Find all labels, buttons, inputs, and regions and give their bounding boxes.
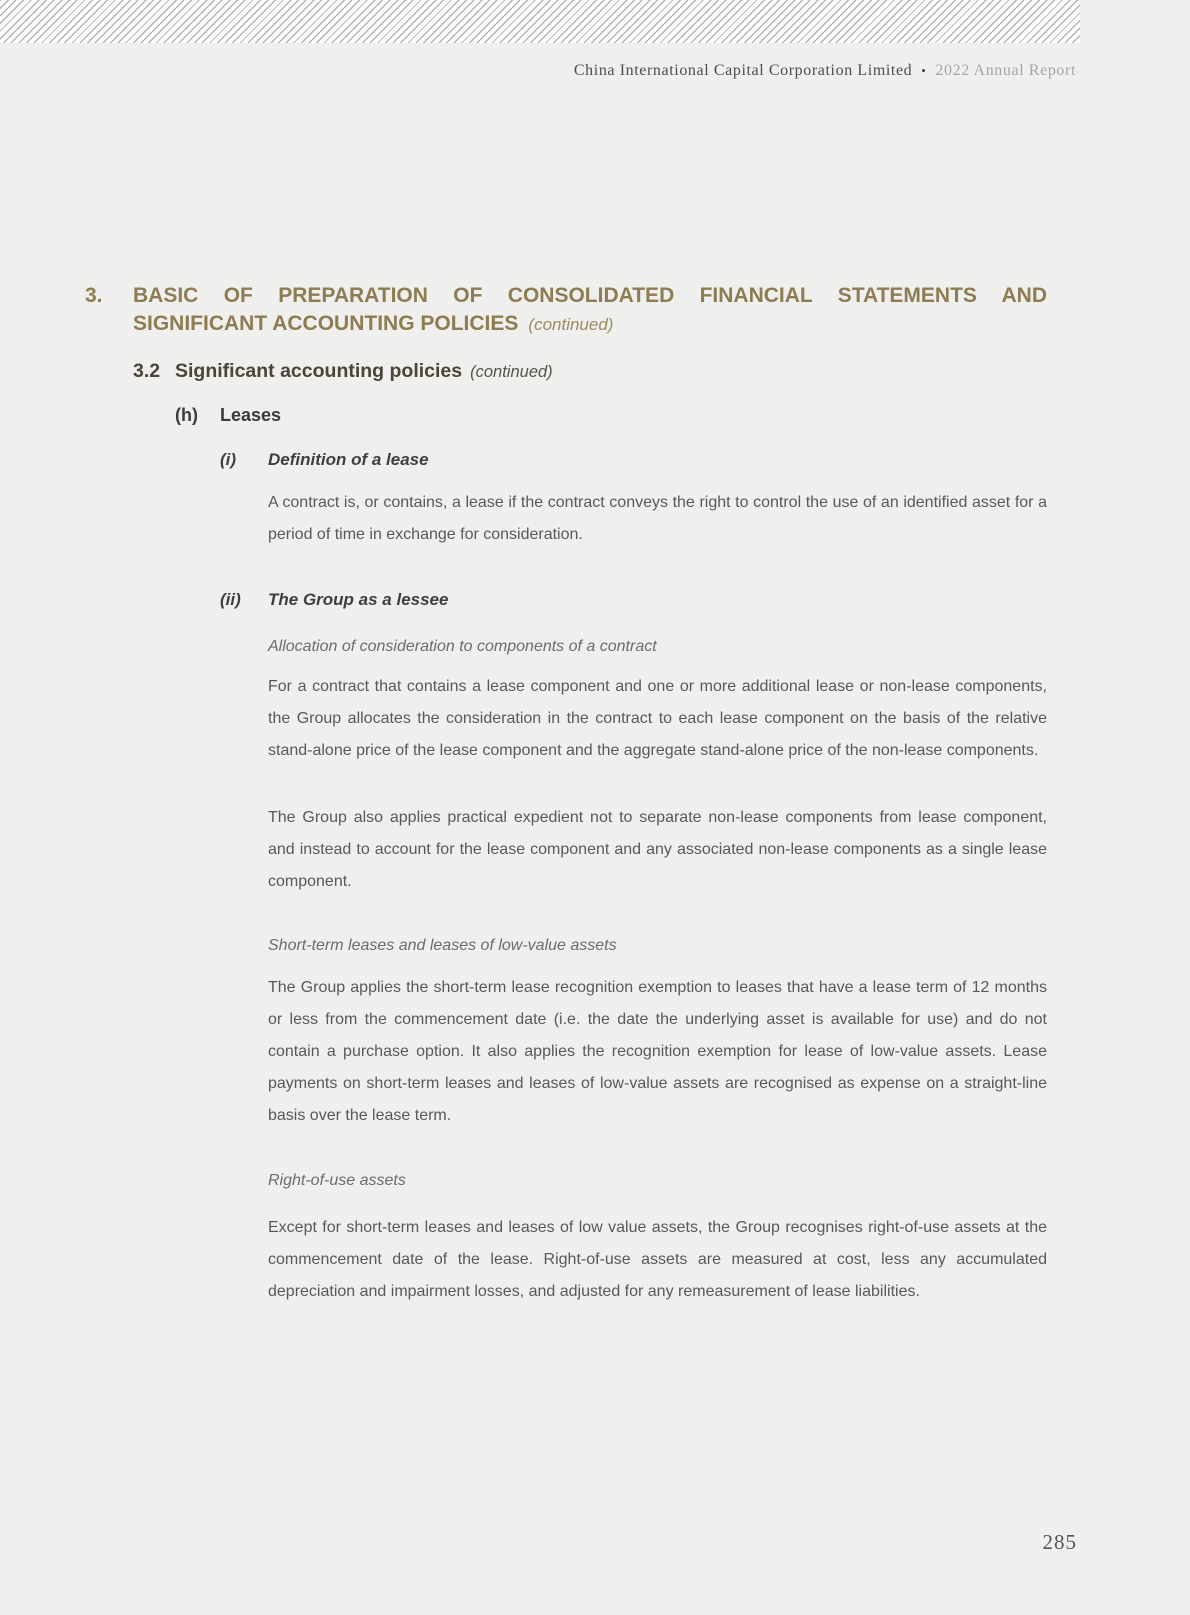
item-h-number: (h) [175,405,198,425]
item-ii-title: The Group as a lessee [268,590,449,609]
paragraph-allocation-1: For a contract that contains a lease component and one or more additional lease or non-lease components, the Group allocates the consideration in the contract to each lease component on the basis of the relative stand-alone price of the lease component and the aggregate stand-alone price of the non-lease components. [268,678,1047,759]
section-title-line2-text: SIGNIFICANT ACCOUNTING POLICIES [133,312,519,335]
subhead-allocation: Allocation of consideration to components of a contract [268,638,657,655]
subsection-number: 3.2 [133,360,161,382]
item-ii-row [220,587,1047,1308]
section-number: 3. [85,284,103,307]
header-report-title: 2022 Annual Report [935,62,1076,79]
page-content [85,282,1047,1308]
paragraph-right-of-use-assets: Except for short-term leases and leases of low value assets, the Group recognises right-of-use assets at the commencement date of the lease. Right-of-use assets are measured at cost, less any accumulated depreciation and impairment losses, and adjusted for any remeasurement of lease liabilities. [268,1219,1047,1300]
header-separator-bullet: • [921,63,927,78]
section-body [133,282,1047,1308]
subsection-continued-label: (continued) [470,363,553,381]
section-title-line2 [133,310,1047,339]
page-number: 285 [1042,1530,1077,1554]
section-3-row [85,282,1047,1308]
item-ii-number: (ii) [220,590,241,609]
item-i-title: Definition of a lease [268,450,429,469]
header-company-name: China International Capital Corporation Limited [573,62,913,79]
decorative-hatch-band [0,0,1080,43]
item-h-body [220,402,1047,1308]
paragraph-allocation-2: The Group also applies practical expedient not to separate non-lease components from lease component, and instead to account for the lease component and any associated non-lease components as a single lease component. [268,809,1047,890]
item-ii-body [268,587,1047,1308]
item-i-paragraph: A contract is, or contains, a lease if the contract conveys the right to control the use of an identified asset for a period of time in exchange for consideration. [268,494,1047,543]
subsection-3-2-row [133,358,1047,1308]
section-continued-label: (continued) [528,315,614,334]
subhead-short-term-leases: Short-term leases and leases of low-value assets [268,937,617,954]
item-h-row [175,402,1047,1308]
running-header [0,62,1076,80]
subsection-body [175,358,1047,1308]
subhead-right-of-use-assets: Right-of-use assets [268,1172,406,1189]
item-i-number: (i) [220,450,237,469]
section-title [133,282,1047,339]
item-i-body [268,447,1047,587]
section-title-line1: BASIC OF PREPARATION OF CONSOLIDATED FINANCIAL STATEMENTS AND [133,284,1047,307]
item-h-title: Leases [220,405,282,425]
subsection-title [175,358,1047,385]
paragraph-short-term-leases: The Group applies the short-term lease recognition exemption to leases that have a lease term of 12 months or less from the commencement date (i.e. the date the underlying asset is available for use) and do not contain a purchase option. It also applies the recognition exemption for lease of low-value assets. Lease payments on short-term leases and leases of low-value assets are recognised as expense on a straight-line basis over the lease term. [268,979,1047,1124]
item-i-row [220,447,1047,587]
subsection-title-text: Significant accounting policies [175,360,463,382]
